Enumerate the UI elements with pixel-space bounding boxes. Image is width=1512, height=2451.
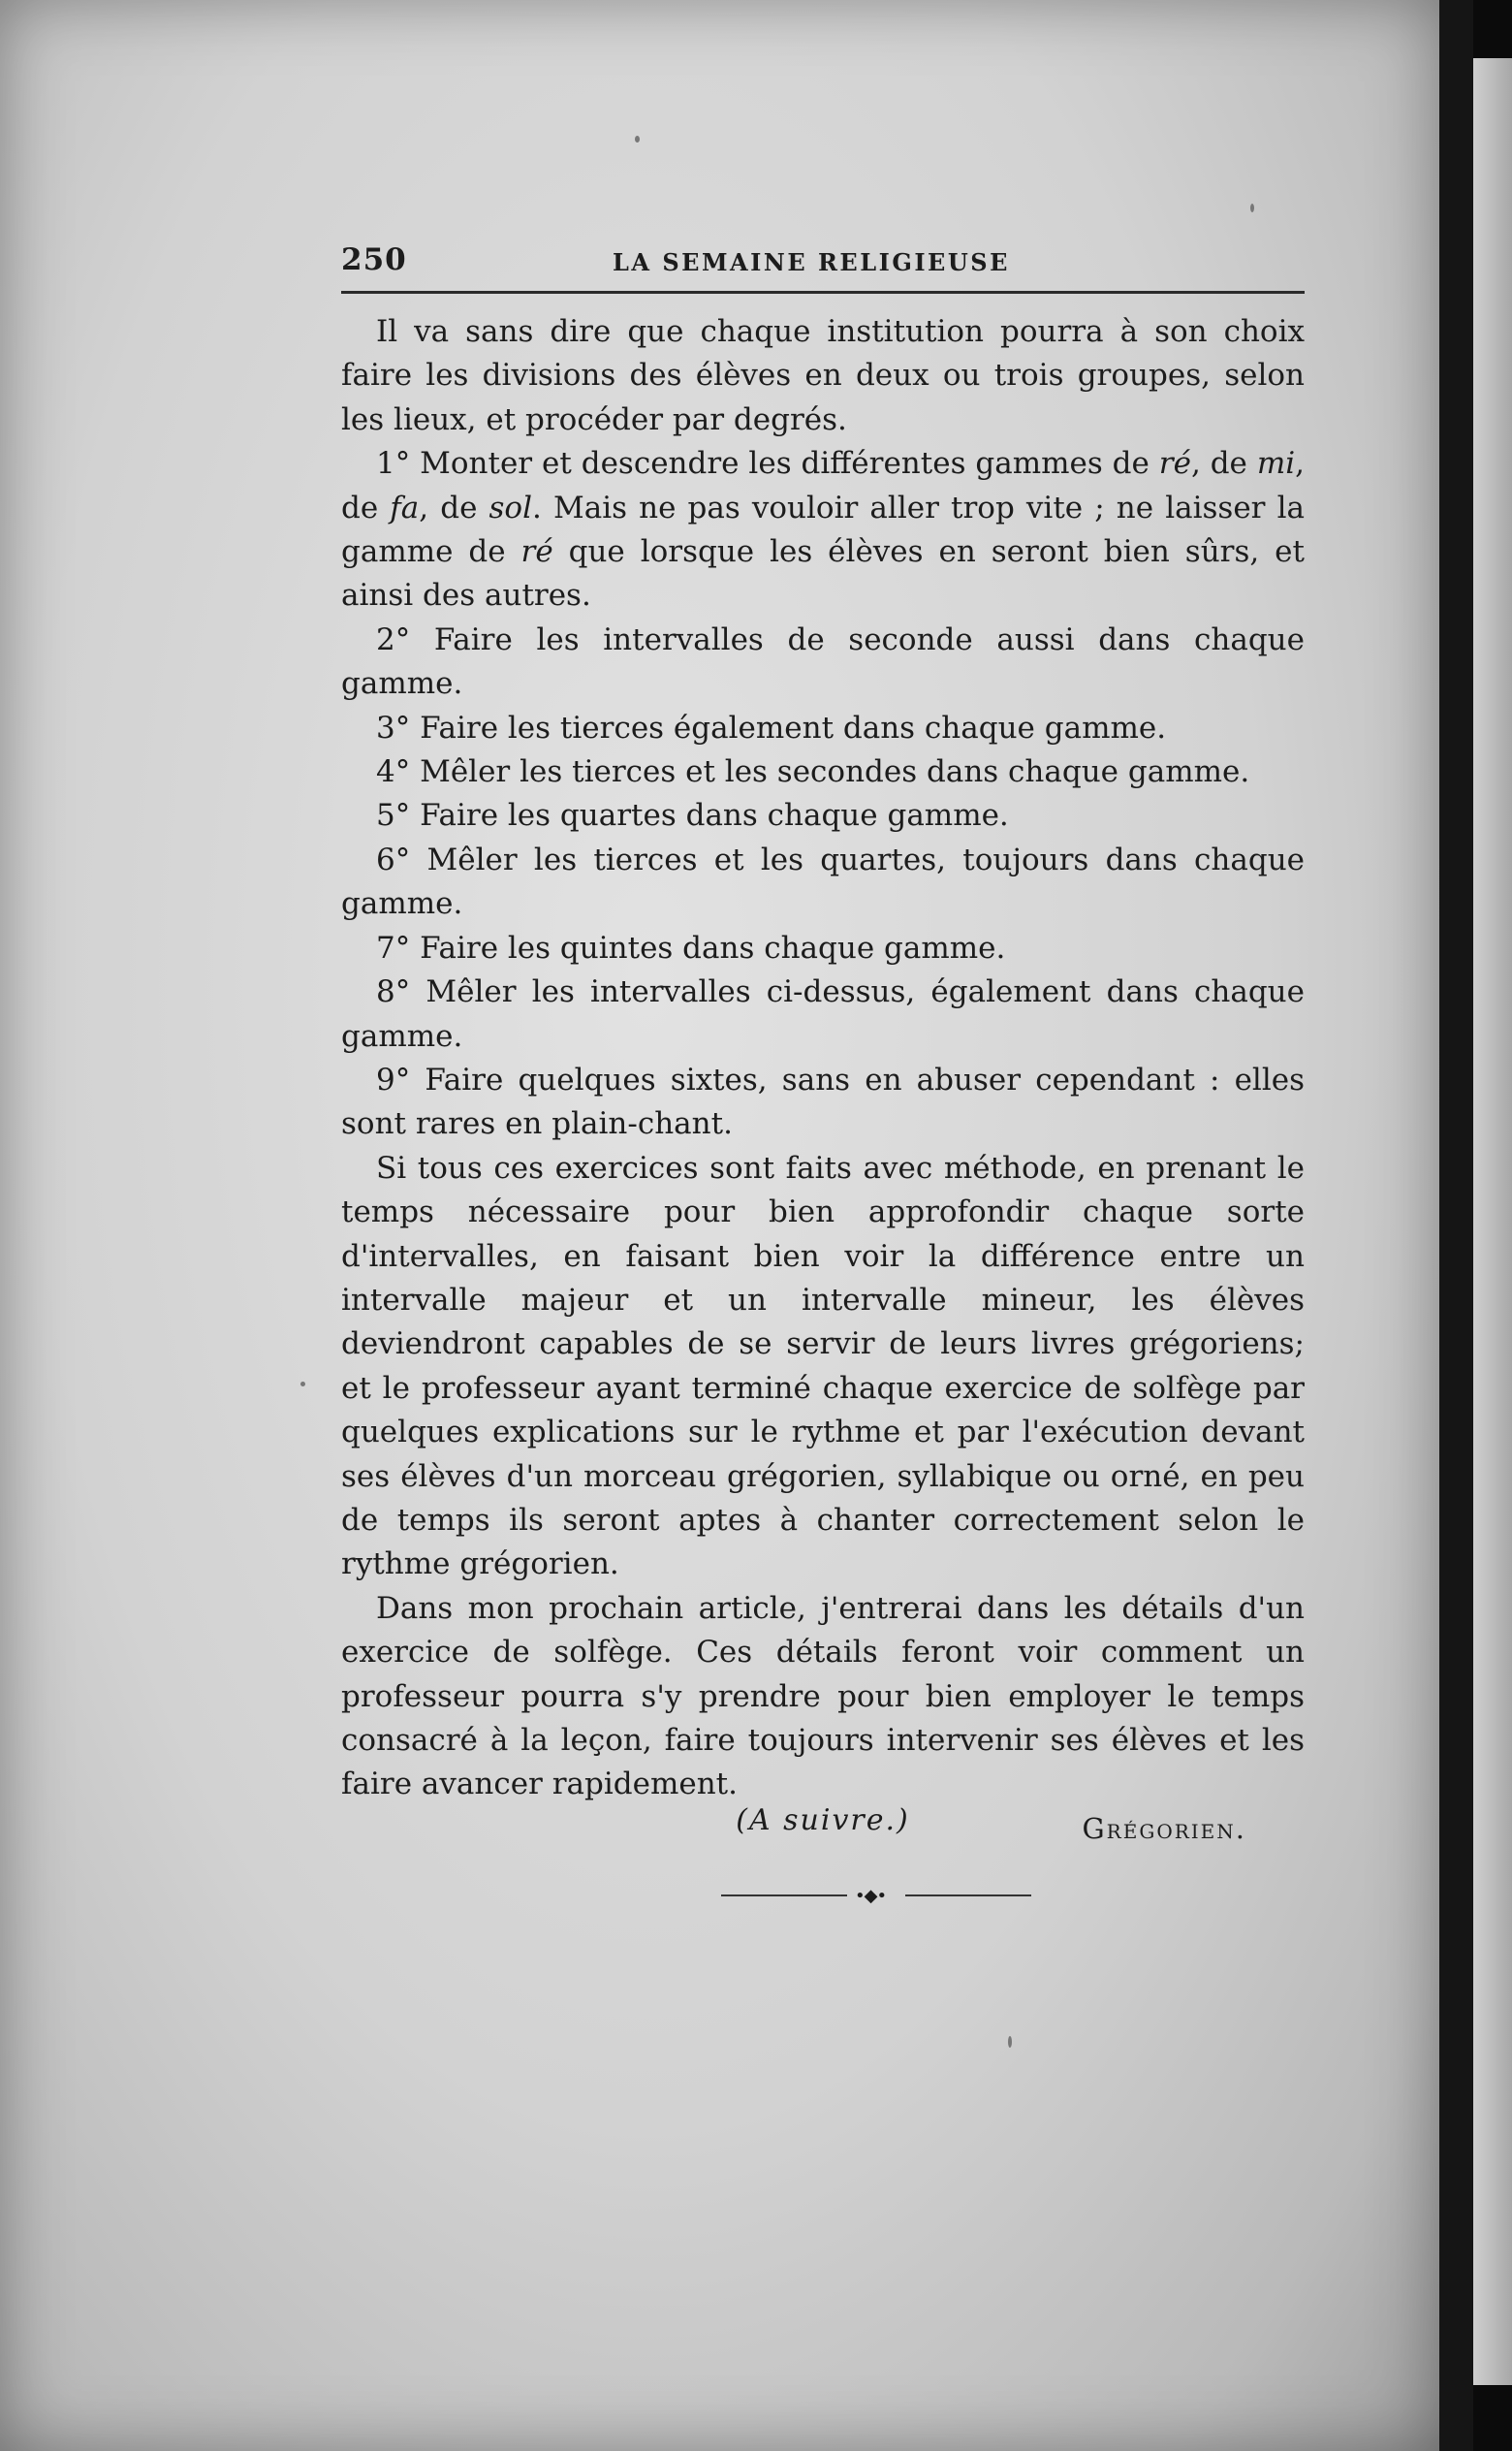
note-name: ré xyxy=(520,534,553,570)
paragraph: Si tous ces exercices sont faits avec méthode, en prenant le temps nécessaire pour bien approfondir chaque sorte d'intervalles, en faisant bien voir la différence entre un intervalle majeur et un intervalle mineur, les élèves deviendront capables de se servir de leurs livres grégoriens; et le professeur ayant terminé chaque exercice de solfège par quelques explications sur le rythme et par l'exécution devant ses élèves d'un morceau grégorien, syllabique ou orné, en peu de temps ils seront aptes à chanter correctement selon le rythme grégorien. xyxy=(341,1150,1305,1582)
note-name: sol xyxy=(488,490,533,525)
paragraph xyxy=(341,442,1305,619)
paragraph: 4° Mêler les tierces et les secondes dans chaque gamme. xyxy=(376,754,1250,790)
author-signature: Grégorien. xyxy=(1082,1811,1246,1845)
to-be-continued: (A suivre.) xyxy=(736,1803,910,1837)
page-number: 250 xyxy=(341,242,407,277)
page-header xyxy=(341,242,1305,291)
adjacent-page-edge xyxy=(1473,58,1512,2385)
paragraph: 5° Faire les quartes dans chaque gamme. xyxy=(376,798,1009,834)
scan-speck xyxy=(1250,204,1254,212)
text: , de xyxy=(341,446,1305,525)
end-ornament xyxy=(721,1886,1031,1905)
paragraph: 3° Faire les tierces également dans chaque gamme. xyxy=(376,710,1167,746)
paragraph: 7° Faire les quintes dans chaque gamme. xyxy=(376,930,1006,966)
paragraph: 6° Mêler les tierces et les quartes, toujours dans chaque gamme. xyxy=(341,842,1305,922)
ornament-glyph: •◆• xyxy=(855,1886,887,1906)
text: , de xyxy=(419,490,489,525)
scan-speck xyxy=(1008,2036,1012,2048)
binding-edge xyxy=(1439,0,1473,2451)
paragraph: 2° Faire les intervalles de seconde aussi dans chaque gamme. xyxy=(341,621,1305,702)
paragraph: Il va sans dire que chaque institution pourra à son choix faire les divisions des élèves en deux ou trois groupes, selon les lieux, et procéder par degrés. xyxy=(341,314,1305,437)
paragraph: 9° Faire quelques sixtes, sans en abuser cependant : elles sont rares en plain-chant. xyxy=(341,1062,1305,1142)
ornament-rule-left xyxy=(721,1894,847,1896)
running-head: LA SEMAINE RELIGIEUSE xyxy=(613,248,1010,276)
scan-speck xyxy=(300,1382,305,1386)
note-name: ré xyxy=(1158,446,1191,482)
article-body xyxy=(341,310,1305,1851)
text: 1° Monter et descendre les différentes gammes de xyxy=(376,446,1159,482)
paragraph: 8° Mêler les intervalles ci-dessus, également dans chaque gamme. xyxy=(341,974,1305,1054)
text: que lorsque les élèves en seront bien sûrs, et ainsi des autres. xyxy=(341,534,1305,614)
paragraph: Dans mon prochain article, j'entrerai dans les détails d'un exercice de solfège. Ces détails feront voir comment un professeur pourra s'y prendre pour bien employer le temps consacré à la leçon, faire toujours intervenir ses élèves et les faire avancer rapidement. xyxy=(341,1590,1305,1802)
text: , de xyxy=(1190,446,1257,482)
header-rule xyxy=(341,291,1305,294)
ornament-rule-right xyxy=(905,1894,1031,1896)
note-name: fa xyxy=(390,490,420,525)
text: . Mais ne pas vouloir aller trop vite ; ne laisser la gamme de xyxy=(341,490,1305,570)
note-name: mi xyxy=(1256,446,1296,482)
scan-speck xyxy=(635,136,640,143)
page-content xyxy=(341,233,1305,1939)
